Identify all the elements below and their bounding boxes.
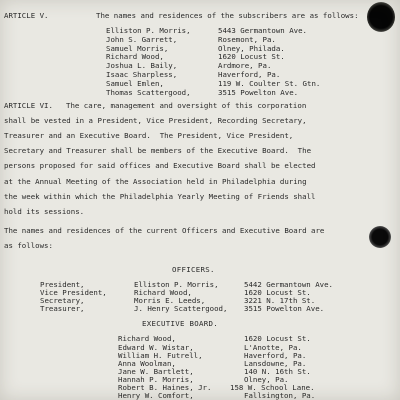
subscriber-name: Joshua L. Baily, — [106, 61, 178, 70]
executive-board-heading: EXECUTIVE BOARD. — [142, 319, 218, 328]
subscriber-name: Samuel Morris, — [106, 44, 169, 53]
board-member-residence: L'Anotte, Pa. — [244, 343, 302, 352]
officer-name: Elliston P. Morris, — [134, 280, 219, 289]
board-member-name: William H. Futrell, — [118, 351, 203, 360]
paragraph-line: The names and residences of the current Officers and Executive Board are — [4, 226, 325, 235]
paragraph-line: at the Annual Meeting of the Association held in Philadelphia during — [4, 177, 307, 186]
board-member-residence: Olney, Pa. — [244, 375, 289, 384]
board-member-residence: Haverford, Pa. — [244, 351, 307, 360]
subscriber-residence: 1620 Locust St. — [218, 52, 285, 61]
punch-hole-top — [367, 2, 395, 32]
subscriber-residence: 119 W. Coulter St. Gtn. — [218, 79, 321, 88]
article-v-label: ARTICLE V. — [4, 11, 49, 20]
board-member-residence: Lansdowne, Pa. — [244, 359, 307, 368]
paragraph-line: Secretary and Treasurer shall be members of the Executive Board. The — [4, 146, 312, 155]
subscriber-name: Isaac Sharpless, — [106, 70, 178, 79]
board-member-residence: 1620 Locust St. — [244, 334, 311, 343]
board-member-name: Anna Woolman, — [118, 359, 176, 368]
officer-residence: 3515 Powelton Ave. — [244, 304, 325, 313]
office-title: Secretary, — [40, 296, 85, 305]
subscriber-name: Thomas Scattergood, — [106, 88, 191, 97]
officer-residence: 5442 Germantown Ave. — [244, 280, 333, 289]
officer-name: J. Henry Scattergood, — [134, 304, 228, 313]
board-member-name: Jane W. Bartlett, — [118, 367, 194, 376]
board-member-residence: Fallsington, Pa. — [244, 391, 316, 400]
board-member-name: Edward W. Wistar, — [118, 343, 194, 352]
office-title: Vice President, — [40, 288, 107, 297]
officer-name: Richard Wood, — [134, 288, 192, 297]
punch-hole-middle — [369, 226, 391, 248]
board-member-residence: 140 N. 16th St. — [244, 367, 311, 376]
board-member-name: Richard Wood, — [118, 334, 176, 343]
subscriber-name: Samuel Emlen, — [106, 79, 164, 88]
article-v-intro: The names and residences of the subscribers are as follows: — [96, 11, 359, 20]
article-vi-first-line: The care, management and oversight of this corporation — [66, 101, 307, 110]
subscriber-residence: Olney, Philada. — [218, 44, 285, 53]
officer-name: Morris E. Leeds, — [134, 296, 206, 305]
officer-residence: 3221 N. 17th St. — [244, 296, 316, 305]
board-member-name: Robert B. Haines, Jr. — [118, 383, 212, 392]
officer-residence: 1620 Locust St. — [244, 288, 311, 297]
paragraph-line: Treasurer and an Executive Board. The President, Vice President, — [4, 131, 294, 140]
subscriber-residence: 5443 Germantown Ave. — [218, 26, 307, 35]
subscriber-name: John S. Garrett, — [106, 35, 178, 44]
paragraph-line: shall be vested in a President, Vice President, Recording Secretary, — [4, 116, 307, 125]
paragraph-line: persons proposed for said offices and Executive Board shall be elected — [4, 161, 316, 170]
article-vi-label: ARTICLE VI. — [4, 101, 53, 110]
board-member-residence: 158 W. School Lane. — [230, 383, 315, 392]
subscriber-name: Richard Wood, — [106, 52, 164, 61]
subscriber-residence: Rosemont, Pa. — [218, 35, 276, 44]
paragraph-line: the week within which the Philadelphia Yearly Meeting of Friends shall — [4, 192, 316, 201]
office-title: Treasurer, — [40, 304, 85, 313]
board-member-name: Hannah P. Morris, — [118, 375, 194, 384]
paragraph-line: as follows: — [4, 241, 53, 250]
officers-heading: OFFICERS. — [172, 265, 215, 274]
subscriber-residence: Ardmore, Pa. — [218, 61, 272, 70]
board-member-name: Henry W. Comfort, — [118, 391, 194, 400]
subscriber-residence: 3515 Powelton Ave. — [218, 88, 299, 97]
office-title: President, — [40, 280, 85, 289]
subscriber-name: Elliston P. Morris, — [106, 26, 191, 35]
subscriber-residence: Haverford, Pa. — [218, 70, 281, 79]
paragraph-line: hold its sessions. — [4, 207, 85, 216]
